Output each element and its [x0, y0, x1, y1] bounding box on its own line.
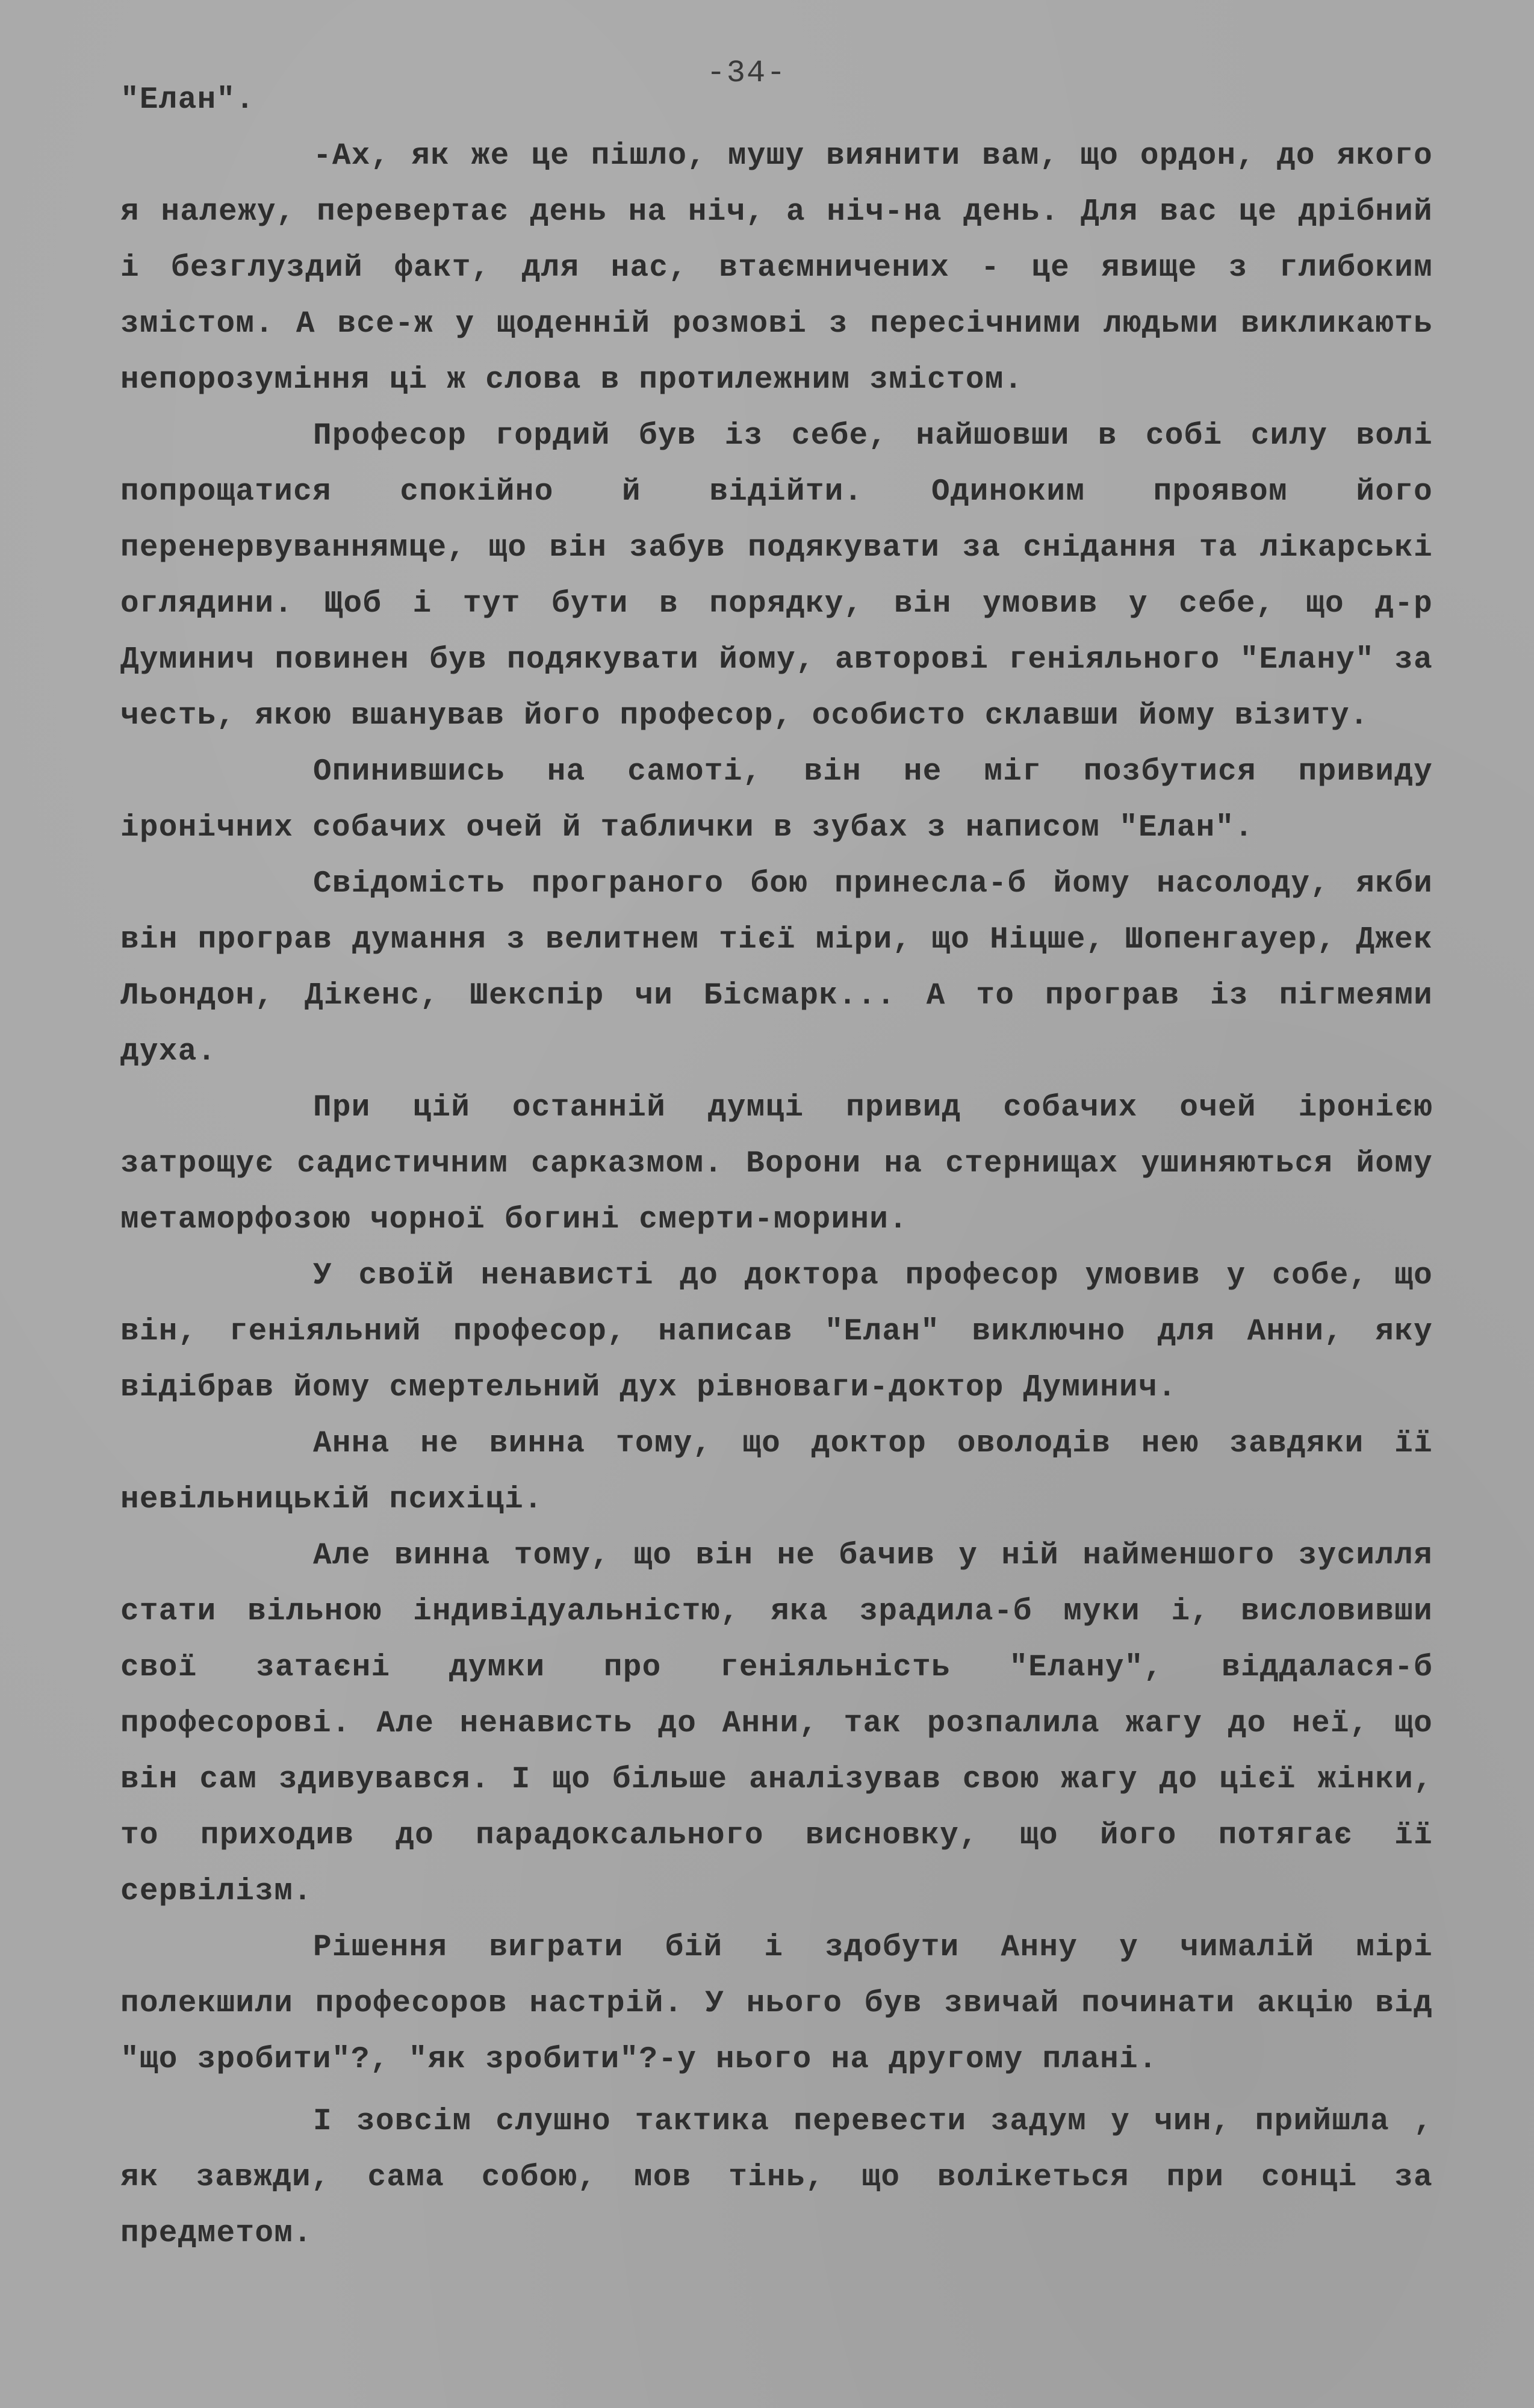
body-text — [120, 72, 1433, 2262]
paragraph: Але винна тому, що він не бачив у ній найменшого зусилля стати вільною індивідуальністю, яка зрадила-б муки і, висловивши свої затаєні думки про геніяльність "Елану", віддалася-б професорові. Але ненависть до Анни, так розпалила жагу до неї, що він сам здивувався. І що більше аналізував свою жагу до цієї жінки, то приходив до парадоксального висновку, що його потягає її сервілізм. — [120, 1539, 1433, 1909]
paragraph: Рішення виграти бій і здобути Анну у чималій мірі полекшили професоров настрій. У нього був звичай починати акцію від "що зробити"?, "як зробити"?-у нього на другому плані. — [120, 1931, 1433, 2077]
paragraph: Анна не винна тому, що доктор оволодів нею завдяки її невільницькій психіці. — [120, 1427, 1433, 1517]
page-number: -34- — [706, 55, 787, 91]
paragraph: Свідомість програного бою принесла-б йому насолоду, якби він програв думання з велитнем тієї міри, що Ніцше, Шопенгауер, Джек Льондон, Дікенс, Шекспір чи Бісмарк... А то програв із пігмеями духа. — [120, 867, 1433, 1069]
paragraph: І зовсім слушно тактика перевести задум у чин, прийшла , як завжди, сама собою, мов тінь, що волікеться при сонці за предметом. — [120, 2105, 1433, 2251]
paragraph: При цій останній думці привид собачих очей іронією затрощує садистичним сарказмом. Ворони на стернищах ушиняються йому метаморфозою чорної богині смерти-морини. — [120, 1091, 1433, 1237]
paragraph: У своїй ненависті до доктора професор умовив у собе, що він, геніяльний професор, написав "Елан" виключно для Анни, яку відібрав йому смертельний дух рівноваги-доктор Думинич. — [120, 1259, 1433, 1405]
paragraph: "Елан". — [120, 83, 255, 117]
paragraph: Опинившись на самоті, він не міг позбутися привиду іронічних собачих очей й таблички в зубах з написом "Елан". — [120, 755, 1433, 845]
paragraph: -Ах, як же це пішло, мушу виянити вам, що ордон, до якого я належу, перевертає день на ніч, а ніч-на день. Для вас це дрібний і безглуздий факт, для нас, втаємничених - це явище з глибоким змістом. А все-ж у щоденній розмові з пересічними людьми викликають непорозуміння ці ж слова в протилежним змістом. — [120, 139, 1433, 397]
paragraph: Професор гордий був із себе, найшовши в собі силу волі попрощатися спокійно й відійти. Одиноким проявом його перенервуваннямце, що він забув подякувати за снідання та лікарські оглядини. Щоб і тут бути в порядку, він умовив у себе, що д-р Думинич повинен був подякувати йому, авторові геніяльного "Елану" за честь, якою вшанував його професор, особисто склавши йому візиту. — [120, 419, 1433, 733]
